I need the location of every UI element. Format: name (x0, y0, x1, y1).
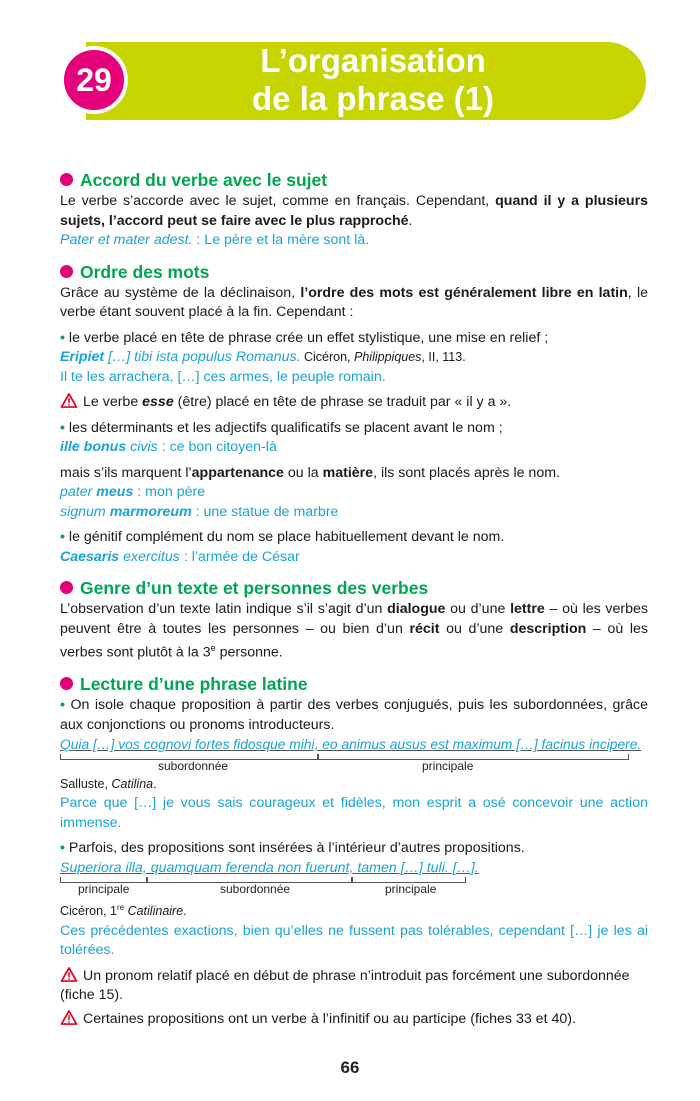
source: . (153, 776, 157, 791)
section-genre (60, 576, 648, 663)
text-span: Le verbe (83, 394, 143, 410)
bold-span: l’ordre des mots est généralement libre en latin (300, 284, 628, 301)
text-span: – où les verbes sont plutôt à la 3 (60, 620, 648, 661)
example-line (60, 503, 648, 523)
section-heading-text: Ordre des mots (80, 261, 210, 282)
source: Salluste, (60, 776, 112, 791)
bullet-icon: • (60, 419, 65, 436)
warning-triangle-icon (60, 393, 78, 408)
section-heading-text: Genre d’un texte et personnes des verbes (80, 578, 429, 598)
latin-example: Quia […] vos cognovi fortes fidosque mihi, eo animus ausus est maximum […] facinus incipere. (60, 737, 642, 753)
bullet-dot-icon (60, 173, 73, 186)
example-line (60, 548, 648, 568)
section-ordre (60, 260, 648, 568)
source-title: Catilina (111, 776, 154, 791)
latin-example: signum (60, 503, 110, 520)
bold-italic-span: esse (142, 394, 174, 410)
translation-line: Ces précédentes exactions, bien qu’elles ne fussent pas tolérables, cependant […] je les ai tolérées. (60, 922, 648, 959)
translation-line: Il te les arrachera, […] ces armes, le peuple romain. (60, 368, 386, 385)
section-heading-text: Lecture d’une phrase latine (80, 674, 308, 695)
latin-example: exercitus (119, 548, 180, 565)
main-content (60, 168, 648, 1038)
text-span: les déterminants et les adjectifs qualificatifs se placent avant le nom ; (68, 419, 503, 436)
latin-bold: Caesaris (60, 548, 120, 565)
translation-line: Parce que […] je vous sais courageux et fidèles, mon esprit a osé concevoir une action immense. (60, 795, 648, 831)
paragraph (60, 192, 648, 231)
translation: : mon père (133, 484, 206, 500)
page-number: 66 (340, 1058, 360, 1077)
source-line (60, 775, 648, 795)
latin-example: Superiora illa, quamquam ferenda non fuerunt, tamen […] tuli. […]. (60, 859, 479, 876)
example-line (60, 483, 648, 503)
warning-triangle-icon (60, 967, 78, 982)
text-span: Certaines propositions ont un verbe à l’infinitif ou au participe (fiches 33 et 40). (83, 1010, 576, 1027)
section-heading (60, 260, 648, 284)
section-heading (60, 168, 648, 192)
latin-example: civis (126, 439, 158, 455)
syntax-brackets (60, 877, 648, 895)
bold-span: matière (322, 464, 374, 481)
section-heading (60, 672, 648, 696)
text-span: . (408, 212, 413, 229)
text-span: Le verbe s’accorde avec le sujet, comme en français. Cependant, (60, 193, 496, 209)
text-span: (être) placé en tête de phrase se traduit par « il y a ». (173, 394, 512, 410)
text-span: – où les verbes peuvent être à toutes les personnes – ou bien d’un (60, 601, 648, 637)
text-span: personne. (215, 644, 283, 661)
translation: : une statue de marbre (191, 503, 339, 520)
bold-span: lettre (510, 601, 545, 617)
section-heading (60, 576, 648, 600)
bracket-label: subordonnée (220, 882, 291, 897)
latin-example: Pater et mater adest. (60, 232, 193, 248)
superscript: e (210, 643, 216, 653)
text-span: mais s’ils marquent l’ (60, 464, 192, 481)
bold-span: description (509, 620, 587, 637)
latin-bold: meus (96, 484, 134, 500)
bullet-item (60, 839, 648, 859)
bullet-dot-icon (60, 581, 73, 594)
example-line (60, 231, 648, 251)
chapter-number-badge: 29 (60, 46, 128, 114)
section-heading-text: Accord du verbe avec le sujet (80, 170, 328, 190)
section-accord (60, 168, 648, 251)
bold-span: récit (409, 620, 440, 637)
bracket-label: principale (385, 882, 437, 897)
text-span: On isole chaque proposition à partir des verbes conjugués, puis les subordonnées, grâce aux conjonctions ou pronoms introducteurs. (60, 697, 648, 733)
bullet-icon: • (60, 697, 65, 714)
example-line (60, 438, 648, 458)
page-title (150, 42, 596, 118)
text-span: Parfois, des propositions sont insérées à l’intérieur d’autres propositions. (68, 840, 525, 857)
bullet-item (60, 528, 648, 548)
bold-span: quand il y a plusieurs sujets, l’accord peut se faire avec le plus rapproché (60, 193, 648, 229)
warning-triangle-icon (60, 1010, 78, 1025)
source: . (183, 904, 187, 919)
paragraph (60, 284, 648, 323)
source: , II, 113. (421, 350, 466, 364)
latin-example: pater (60, 484, 97, 500)
syntax-brackets (60, 754, 648, 772)
bullet-dot-icon (60, 677, 73, 690)
bracket-label: principale (422, 758, 474, 773)
source-line (60, 898, 648, 922)
text-span: le génitif complément du nom se place habituellement devant le nom. (68, 529, 505, 545)
text-span: ou la (283, 464, 323, 481)
bracket-label: subordonnée (158, 758, 229, 773)
translation: : Le père et la mère sont là. (192, 232, 370, 248)
superscript: re (116, 903, 125, 913)
text-span: ou d’une (445, 601, 511, 617)
bracket-label: principale (78, 882, 130, 897)
text-span: , le verbe étant souvent placé à la fin. Cependant : (60, 284, 649, 320)
warning-note (60, 967, 648, 1006)
source: Cicéron, (300, 350, 355, 364)
bullet-icon: • (60, 529, 65, 545)
bold-span: dialogue (387, 601, 446, 617)
source-title: Philippiques (354, 350, 422, 364)
latin-bold: ille bonus (60, 439, 127, 455)
paragraph (60, 600, 648, 663)
latin-example: […] tibi ista populus Romanus. (104, 349, 301, 365)
bullet-icon: • (60, 329, 65, 346)
paragraph (60, 464, 648, 484)
text-span: Un pronom relatif placé en début de phrase n’introduit pas forcément une subordonnée (fiche 15). (60, 967, 630, 1004)
text-span: , ils sont placés après le nom. (373, 464, 560, 481)
latin-bold: Eripiet (60, 349, 105, 365)
translation: : ce bon citoyen-là (157, 439, 277, 455)
title-line-2: de la phrase (1) (251, 80, 495, 117)
example-line (60, 348, 648, 368)
source: Cicéron, 1 (60, 904, 117, 919)
translation: : l’armée de César (179, 548, 300, 565)
bullet-item (60, 419, 648, 439)
bullet-dot-icon (60, 265, 73, 278)
warning-note (60, 393, 648, 413)
text-span: le verbe placé en tête de phrase crée un effet stylistique, une mise en relief ; (68, 329, 549, 346)
bullet-item (60, 329, 648, 349)
text-span: L’observation d’un texte latin indique s’il s’agit d’un (60, 601, 388, 617)
bullet-icon: • (60, 840, 65, 857)
title-line-1: L’organisation (260, 42, 486, 79)
text-span: Grâce au système de la déclinaison, (60, 284, 301, 301)
section-lecture (60, 672, 648, 1029)
text-span: ou d’une (439, 620, 510, 637)
bold-span: appartenance (191, 464, 284, 481)
latin-bold: marmoreum (109, 503, 192, 520)
source-title: Catilinaire (124, 904, 184, 919)
bracket-principale (318, 754, 629, 760)
warning-note (60, 1010, 648, 1030)
bullet-item (60, 696, 648, 735)
